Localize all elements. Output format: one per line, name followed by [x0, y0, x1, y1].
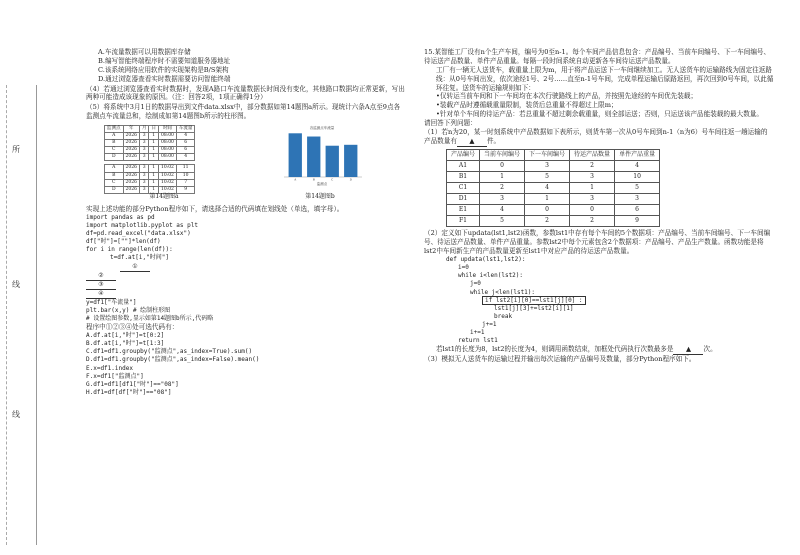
table-cell: 2026 [123, 172, 139, 179]
option-line: B.编写智能终端程序时不需要知道服务器地址 [98, 56, 231, 65]
table-cell: 10 [615, 171, 660, 182]
code-line: plt.bar(x,y) # 绘制柱形图 [86, 307, 171, 315]
code-line: break [494, 312, 513, 320]
product-table [446, 149, 660, 228]
intro-text: 实现上述功能的部分Python程序如下，请选择合适的代码填在划线处（单选，填字母）。 [86, 205, 344, 214]
table-cell: 7 [176, 179, 195, 186]
table-cell: 3 [570, 171, 615, 182]
figure-a-caption: 第14题图a [149, 193, 179, 201]
table-row [105, 140, 195, 147]
question-15-body: 工厂有一辆无人送货车，载重量上限为m，用于将产品运送下一车间继续加工。无人送货车的运输路线为固定往返路线：从0号车间出发，依次途经1号、2号……直至n-1号车间，完成单程运输后原路返回，再次回到0号车间，以此循环往复。送货车的运输规则如下： [436, 65, 774, 92]
table-cell: 10 [176, 172, 195, 179]
option-line: A.车流量数据可以用数据库存储 [98, 48, 191, 56]
table-cell: E1 [447, 205, 480, 216]
table-cell: 6 [176, 147, 195, 154]
choice-item: C.df1=df1.groupby("监测点",as_index=True).sum() [86, 348, 253, 356]
question-15-1-text: （1）若n为20，某一时刻系统中产品数据如下表所示，则货车第一次从0号车间到n-1（n为6）号车间往返一趟运输的产品数量有 [424, 128, 768, 145]
table-cell: D1 [447, 194, 480, 205]
binding-mark: 线 [12, 410, 20, 419]
rule-item: •仅转运当前车间和下一车间均在本次行驶路线上的产品，并按照先途经的车间优先装载； [436, 92, 698, 101]
table-cell: 3 [139, 133, 149, 140]
table-cell: 3 [139, 154, 149, 161]
x-tick-label: A [294, 177, 297, 182]
table-cell: 1 [149, 186, 159, 193]
table-header: 月 [139, 126, 149, 133]
table-cell: 11 [176, 165, 195, 172]
code-line: # 设置绘图参数,显示如第14题图b所示,代码略 [86, 315, 214, 323]
table-cell: 0 [525, 205, 570, 216]
binding-dash-line [6, 85, 7, 545]
table-cell: D [105, 186, 124, 193]
question-15-2: （2）定义如下updata(lst1,lst2)函数，参数lst1中存有每个车间的5个数据项：产品编号、当前车间编号、下一车间编号、待运送产品数量、单件产品重量。参数lst2中每个元素包含2个数据项：产品编号、产品生产数量。函数功能是将lst2中车间新生产的产品数量更新至lst1中对应产品的待运送产品数量。 [424, 229, 771, 256]
table-header: 监测点 [105, 126, 124, 133]
table-row [105, 179, 195, 186]
table-cell: 3 [139, 179, 149, 186]
code-line: for i in range(len(df)): [86, 246, 173, 254]
question-15-3: （3）模拟无人送货车的运输过程并输出每次运输的产品编号及数量，部分Python程序如下。 [424, 355, 696, 364]
code-line: i=0 [458, 264, 469, 272]
table-cell: 3 [139, 147, 149, 154]
table-cell: 2026 [123, 154, 139, 161]
right-column [424, 48, 774, 364]
table-cell: 10:02 [158, 179, 176, 186]
table-header: 待运产品数量 [570, 149, 615, 160]
table-cell: 0 [570, 205, 615, 216]
table-cell: 1 [149, 147, 159, 154]
answer-blank-3[interactable]: ③ [86, 281, 116, 290]
table-row [105, 147, 195, 154]
table-header: 日 [149, 126, 159, 133]
table-cell: B [105, 172, 124, 179]
choice-item: E.x=df1.index [86, 364, 133, 372]
table-row [447, 160, 660, 171]
x-tick-label: C [331, 177, 334, 182]
table-cell: 10:02 [158, 172, 176, 179]
table-cell: 2 [570, 160, 615, 171]
table-cell: 1 [149, 165, 159, 172]
question-15-intro: 15.某智能工厂设有n个生产车间，编号为0至n-1。每个车间产品信息包含：产品编号、当前车间编号、下一车间编号、待运送产品数量、单件产品重量。每隔一段时间系统自动更新各车间待运送产品数量。 [424, 48, 771, 65]
code-line: import pandas as pd [86, 214, 155, 222]
rule-item: •针对单个车间的待运产品：若总重量不超过剩余载重量，则全部运送；否则，只运送该产品能装载的最大数量。 [436, 110, 763, 119]
choice-item: G.df1=df1[df1["时"]=="08"] [86, 380, 179, 388]
table-cell: 2026 [123, 133, 139, 140]
choice-item: F.x=df1["监测点"] [86, 372, 144, 380]
table-cell: 3 [570, 194, 615, 205]
table-cell: 08:00 [158, 140, 176, 147]
table-cell: 10:02 [158, 186, 176, 193]
answer-blank-q2[interactable]: ▲ [673, 345, 703, 355]
table-cell: A [105, 133, 124, 140]
table-row [447, 216, 660, 227]
table-cell: 4 [615, 160, 660, 171]
table-cell: 1 [525, 194, 570, 205]
table-cell: 1 [149, 154, 159, 161]
code-line: j+=1 [482, 320, 497, 328]
table-cell: 08:00 [158, 154, 176, 161]
choice-item: D.df1=df1.groupby("监测点",as_index=False).mean() [86, 356, 260, 364]
table-cell: 2026 [123, 140, 139, 147]
table-cell: 2026 [123, 165, 139, 172]
table-header: 单件产品重量 [615, 149, 660, 160]
table-cell: 4 [176, 133, 195, 140]
table-cell: 1 [149, 140, 159, 147]
bar-C [326, 146, 339, 177]
binding-mark: 所 [12, 145, 20, 154]
table-cell: 6 [615, 205, 660, 216]
code-line: df["时"]=[""]*len(df) [86, 238, 161, 246]
table-cell: 08:00 [158, 133, 176, 140]
table-row [105, 172, 195, 179]
table-cell: B [105, 140, 124, 147]
chart-title: 各监测点车流量 [309, 126, 335, 131]
table-cell: 3 [480, 194, 525, 205]
table-cell: A1 [447, 160, 480, 171]
option-line: D.通过浏览器查看实时数据需要访问智能终端 [98, 74, 231, 83]
code-line: j=0 [470, 280, 481, 288]
question-15-2-tail [424, 345, 774, 355]
table-header: 产品编号 [447, 149, 480, 160]
table-cell: C [105, 147, 124, 154]
boxed-code: if lst2[i][0]==lst1[j][0] : [482, 296, 586, 305]
table-cell: 2026 [123, 179, 139, 186]
choices-intro: 程序中①②③④处可选代码有： [86, 323, 179, 332]
choice-item: H.df1=df[df["时"]=="08"] [86, 388, 172, 396]
table-cell: 5 [615, 183, 660, 194]
choice-item: A.df.at[i,"时"]=t[0:2] [86, 332, 165, 340]
table-cell: 3 [139, 165, 149, 172]
table-cell: C1 [447, 183, 480, 194]
question-4: （4）若通过浏览器查看实时数据时，发现A路口车流量数据长时间没有变化，其他路口数据均正常更新，写出两种可能造成该现象的原因。（注：回答2项，1项正确得1分） [86, 84, 405, 102]
table-cell: 5 [525, 171, 570, 182]
table-header: 车流量 [176, 126, 195, 133]
code-line: return lst1 [458, 337, 498, 345]
table-cell: A [105, 165, 124, 172]
bar-B [307, 137, 320, 177]
table-cell: 3 [139, 140, 149, 147]
table-row [447, 171, 660, 182]
table-cell: 2026 [123, 147, 139, 154]
table-header: 当前车间编号 [480, 149, 525, 160]
table-cell: 1 [570, 183, 615, 194]
code-block [86, 214, 406, 323]
table-cell: 9 [176, 186, 195, 193]
left-column [86, 48, 406, 397]
question-15-2-tail-text: 若lst1的长度为8，lst2的长度为4，则调用函数结束，加框处代码执行次数最多是 [436, 345, 674, 354]
question-15-2-end: 次。 [703, 345, 717, 354]
table-row [105, 154, 195, 161]
table-cell: 1 [149, 172, 159, 179]
question-5: （5）将系统中3月1日的数据导出到文件data.xlsx中，部分数据如第14题图a所示。现统计六条A点至9点各监测点车流量总和，绘制成如第14题图b所示的柱形图。 [86, 103, 401, 121]
choice-item: B.df.at[i,"时"]=t[1:3] [86, 340, 165, 348]
x-tick-label: D [349, 177, 352, 182]
bar-D [344, 145, 357, 177]
answer-blank-2[interactable]: ② [86, 272, 116, 281]
answer-blank-1[interactable]: ① [120, 263, 150, 272]
table-cell: 1 [480, 171, 525, 182]
choices-list [86, 332, 406, 397]
table-cell: 9 [615, 216, 660, 227]
table-cell: 3 [615, 194, 660, 205]
table-cell: 0 [480, 160, 525, 171]
table-row [447, 205, 660, 216]
table-row [447, 194, 660, 205]
table-cell: 4 [176, 154, 195, 161]
table-cell: 1 [149, 133, 159, 140]
table-header: 年 [123, 126, 139, 133]
x-tick-label: B [312, 177, 315, 182]
code-line: lst1[j][3]+=lst2[i][1] [494, 304, 574, 312]
rule-item: •装载产品时遵循载重量限制，装货后总重量不得超过上限m； [436, 101, 618, 110]
code-line: while i<len(lst2): [458, 272, 524, 280]
code-line: i+=1 [470, 328, 485, 336]
table-header: 下一车间编号 [525, 149, 570, 160]
option-line: C.该系统网络应用软件的实现架构是B/S架构 [98, 65, 229, 74]
code-block-2 [424, 256, 774, 345]
question-15-1-tail: 件。 [486, 136, 501, 145]
table-cell: 10:02 [158, 165, 176, 172]
table-header: 时间 [158, 126, 176, 133]
table-row [447, 183, 660, 194]
table-cell: 3 [139, 186, 149, 193]
table-row [105, 165, 195, 172]
code-line: df=pd.read_excel("data.xlsx") [86, 230, 191, 238]
code-line: while j<len(lst1): [470, 288, 536, 296]
table-cell: 2 [570, 216, 615, 227]
table-cell: 2026 [123, 186, 139, 193]
table-cell: 1 [149, 179, 159, 186]
answer-blank-4[interactable]: ④ [86, 290, 116, 299]
table-cell: D [105, 154, 124, 161]
bar-chart [274, 123, 366, 187]
table-cell: 3 [525, 160, 570, 171]
binding-mark: 线 [12, 280, 20, 289]
table-cell: 08:00 [158, 147, 176, 154]
code-line: def updata(lst1,lst2): [446, 256, 526, 264]
table-cell: 4 [525, 183, 570, 194]
binding-margin [0, 85, 37, 545]
table-cell: 2 [525, 216, 570, 227]
table-cell: F1 [447, 216, 480, 227]
table-cell: 6 [176, 140, 195, 147]
data-table-a [104, 125, 195, 194]
figures-row [86, 123, 406, 205]
table-cell: C [105, 179, 124, 186]
table-cell: 5 [480, 216, 525, 227]
code-line: import matplotlib.pyplot as plt [86, 222, 198, 230]
table-cell: 2 [480, 183, 525, 194]
table-row [105, 133, 195, 140]
table-cell: B1 [447, 171, 480, 182]
table-cell: 3 [139, 172, 149, 179]
question-15-1 [424, 128, 774, 147]
figure-b-caption: 第14题图b [305, 193, 335, 201]
answer-prompt: 请回答下列问题： [424, 119, 477, 128]
answer-blank-q1[interactable]: ▲ [457, 137, 487, 147]
code-line: y=df1["车流量"] [86, 298, 137, 306]
code-line: t=df.at[i,"时间"] [110, 254, 169, 262]
table-cell: 4 [480, 205, 525, 216]
x-axis-label: 监测点 [316, 182, 328, 187]
bar-A [289, 133, 302, 177]
